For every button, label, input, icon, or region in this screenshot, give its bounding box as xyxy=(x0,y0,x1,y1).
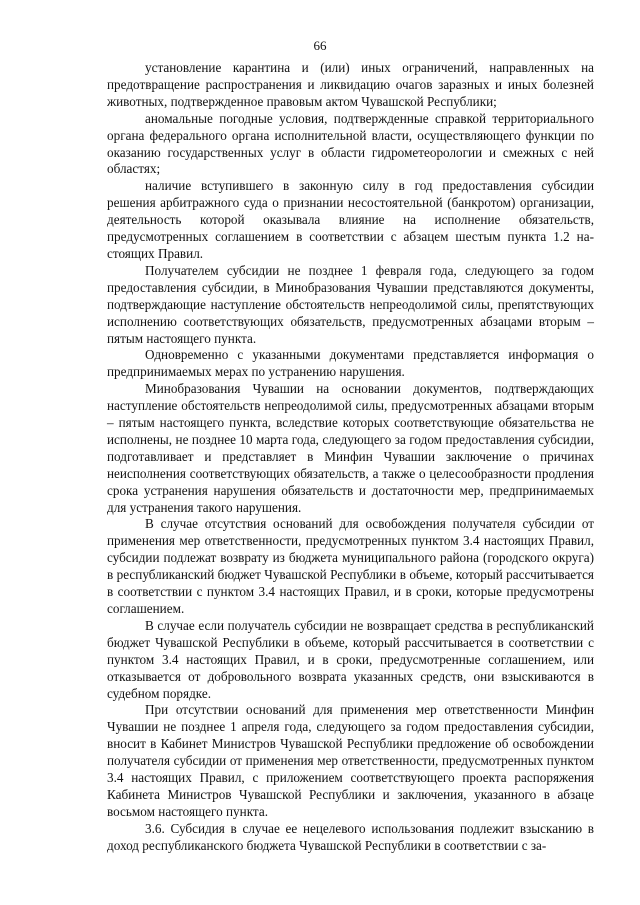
paragraph-subsidy-return: В случае отсутствия оснований для освобождения получателя субсидии от применения мер ответственности, предусмотренных пунктом 3.4 настоящих Правил, субсидии подлежат возврату из бюджета муниципального района (городского округа) в республиканский бюджет Чувашской Республики в объеме, который рассчитывается в соответствии с пунктом 3.4 настоящих Правил, и в сроки, которые предусмотрены соглашением. xyxy=(107,516,594,616)
document-body xyxy=(107,60,594,855)
paragraph-exemption-proposal: При отсутствии оснований для применения мер ответственности Минфин Чувашии не позднее 1 апреля года, следующего за годом предоставления субсидии, вносит в Кабинет Министров Чувашской Республики предложение об освобождении получателя субсидии от применения мер ответственности, предусмотренных пунктом 3.4 настоящих Правил, с приложением соответствующего проекта распоряжения Кабинета Министров Чувашской Республики и заключения, указанного в абзаце восьмом настоящего пункта. xyxy=(107,702,594,819)
paragraph-quarantine: установление карантина и (или) иных ограничений, направленных на предотвращение распространения и ликвидацию очагов заразных и иных болезней животных, подтвержденное правовым актом Чувашской Республики; xyxy=(107,60,594,109)
paragraph-court-recovery: В случае если получатель субсидии не возвращает средства в республиканский бюджет Чувашской Республики в объеме, который рассчитывается в соответствии с пунктом 3.4 настоящих Правил, и в сроки, предусмотренные соглашением, или отказывается от добровольного возврата указанных средств, они взыскиваются в судебном порядке. xyxy=(107,617,594,701)
paragraph-ministry-conclusion: Минобразования Чувашии на основании документов, подтверждающих наступление обстоятельств непреодолимой силы, предусмотренных абзацами вторым – пятым настоящего пункта, вследствие которых соответствующие обязательства не исполнены, не позднее 10 марта года, следующего за годом предоставления субсидии, подготавливает и представляет в Минфин Чувашии заключение о причинах неисполнения соответствующих обязательств, а также о целесообразности продления срока устранения нарушения обязательств и достаточности мер, предпринимаемых для устранения такого нарушения. xyxy=(107,381,594,515)
page-number: 66 xyxy=(313,38,327,53)
paragraph-misuse-recovery: 3.6. Субсидия в случае ее нецелевого использования подлежит взысканию в доход республиканского бюджета Чувашской Республики в соответствии с за- xyxy=(107,820,594,853)
paragraph-documents-deadline: Получателем субсидии не позднее 1 февраля года, следующего за годом предоставления субсидии, в Минобразования Чувашии представляются документы, подтверждающие наступление обстоятельств непреодолимой силы, препятствующих исполнению соответствующих обязательств, предусмотренных абзацами вторым – пятым настоящего пункта. xyxy=(107,262,594,346)
paragraph-measures-info: Одновременно с указанными документами представляется информация о предпринимаемых мерах по устранению нарушения. xyxy=(107,347,594,380)
paragraph-bankruptcy: наличие вступившего в законную силу в год предоставления субсидии решения арбитражного суда о признании несостоятельной (банкротом) организации, деятельность которой оказывала влияние на исполнение обязательств, предусмотренных соглашением в соответствии с абзацем шестым пункта 1.2 настоящих Правил. xyxy=(107,178,594,261)
paragraph-weather: аномальные погодные условия, подтвержденные справкой территориального органа федерального органа исполнительной власти, осуществляющего функции по оказанию государственных услуг в области гидрометеорологии и смежных с ней областях; xyxy=(107,110,594,177)
